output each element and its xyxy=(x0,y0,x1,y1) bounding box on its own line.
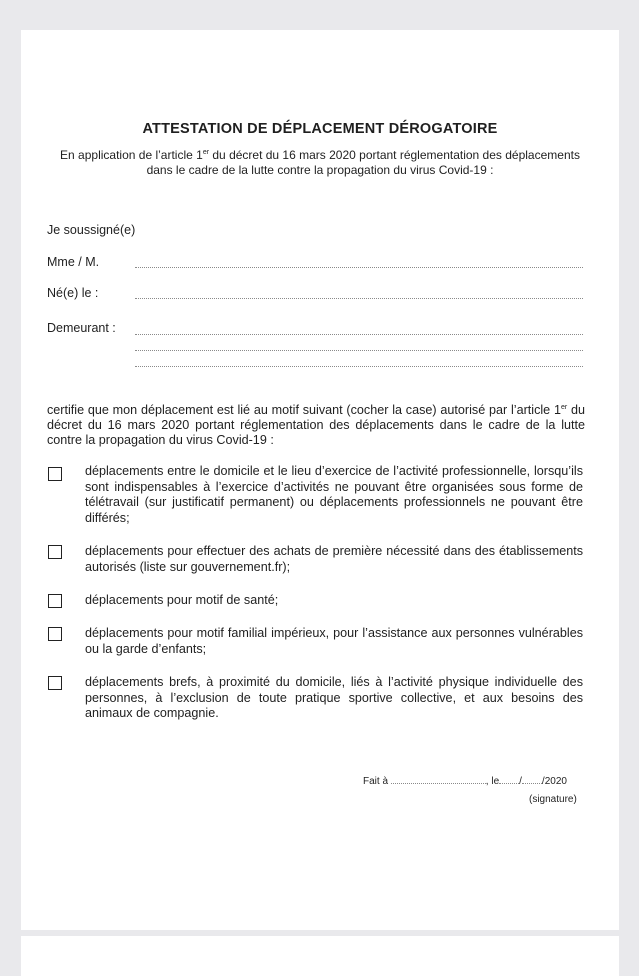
reason-checkbox-professional[interactable] xyxy=(48,467,62,481)
certification-paragraph xyxy=(47,403,585,448)
certification-text-part2: du décret du 16 mars 2020 portant réglementation des déplacements dans le cadre de la lutte contre la propagation du virus Covid-19 : xyxy=(47,403,586,447)
undersigned-label: Je soussigné(e) xyxy=(47,223,136,237)
reason-label-health: déplacements pour motif de santé; xyxy=(85,593,279,607)
date-slash: / xyxy=(519,776,522,787)
certification-text-part1: certifie que mon déplacement est lié au motif suivant (cocher la case) autorisé par l’article 1 xyxy=(47,403,561,417)
next-page-edge xyxy=(21,936,619,976)
document-title: ATTESTATION DE DÉPLACEMENT DÉROGATOIRE xyxy=(142,121,498,137)
address-field-line-2[interactable] xyxy=(135,350,583,351)
reason-checkbox-exercise[interactable] xyxy=(48,676,62,690)
day-field[interactable] xyxy=(499,774,519,784)
attestation-page xyxy=(21,30,619,930)
place-field[interactable] xyxy=(391,774,486,784)
intro-paragraph xyxy=(51,148,589,178)
month-field[interactable] xyxy=(522,774,542,784)
intro-text-part2: du décret du 16 mars 2020 portant réglementation des déplacements dans le cadre de la lutte contre la propagation du virus Covid-19 : xyxy=(146,148,580,177)
birth-date-label: Né(e) le : xyxy=(47,286,99,300)
reason-label-family: déplacements pour motif familial impérieux, pour l’assistance aux personnes vulnérables ou la garde d’enfants; xyxy=(85,626,583,656)
reason-checkbox-health[interactable] xyxy=(48,594,62,608)
name-field[interactable] xyxy=(135,267,583,268)
address-field-line-1[interactable] xyxy=(135,334,583,335)
place-date-line xyxy=(363,774,567,787)
signature-label: (signature) xyxy=(529,794,577,805)
name-label: Mme / M. xyxy=(47,255,100,269)
year-label: /2020 xyxy=(541,776,567,787)
fait-label: Fait à xyxy=(363,776,389,787)
address-label: Demeurant : xyxy=(47,321,116,335)
reason-label-groceries: déplacements pour effectuer des achats de première nécessité dans des établissements autorisés (liste sur gouvernement.fr); xyxy=(85,544,583,574)
reason-checkbox-family[interactable] xyxy=(48,627,62,641)
reason-label-exercise: déplacements brefs, à proximité du domicile, liés à l’activité physique individuelle des personnes, à l’exclusion de toute pratique sportive collective, et aux besoins des animaux de compagnie. xyxy=(85,675,583,720)
reason-label-professional: déplacements entre le domicile et le lieu d’exercice de l’activité professionnelle, lorsqu’ils sont indispensables à l’exercice d’activités ne pouvant être organisées sous forme de télétravail (sur justificatif permanent) ou déplacements professionnels ne pouvant être différés; xyxy=(85,464,583,525)
birth-date-field[interactable] xyxy=(135,298,583,299)
address-field-line-3[interactable] xyxy=(135,366,583,367)
reason-checkbox-groceries[interactable] xyxy=(48,545,62,559)
intro-superscript: er xyxy=(202,149,210,156)
intro-text-part1: En application de l’article 1 xyxy=(60,148,203,162)
le-label: , le xyxy=(485,776,500,787)
certification-superscript: er xyxy=(560,404,568,411)
